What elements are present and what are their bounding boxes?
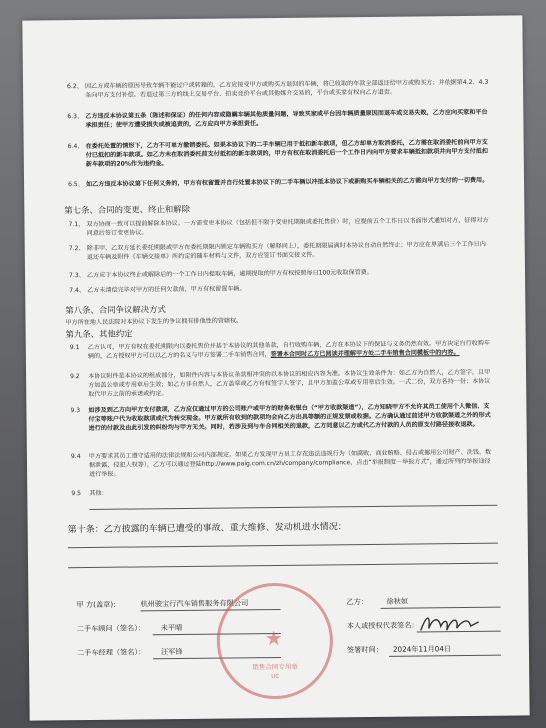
clause-number: 9.1 — [69, 344, 80, 352]
clause-number: 6.4、 — [67, 143, 84, 151]
clause-number: 6.3、 — [67, 113, 84, 121]
clause-text: 如涉及到乙方向甲方支付款项，乙方应仅通过甲方的公司账户或甲方的财务收银台（“甲方收款渠道”），乙方知晓甲方不允许其员工使用个人微信、支付宝等账户代为收取款项或代为转交现金。甲方就所有收到的款项均会向乙方出具等额的正规发票或收据。乙方确认通过前述甲方收款渠道之外的形式进行的付款及由此引发的纠纷均与甲方无关。同时，若涉及到与车合同相关的退款，乙方同意以乙方或代乙方付款的人员的原支付路径接收退款。 — [88, 402, 491, 433]
blank-line — [68, 543, 498, 549]
seal-id: UC — [271, 673, 280, 681]
party-a-name: 杭州骏宝行汽车销售服务有限公司 — [140, 598, 249, 609]
star-icon: ★ — [264, 625, 283, 651]
party-b-name: 徐秋姮 — [386, 596, 409, 606]
clause-6-3 — [23, 107, 523, 130]
clause-9-5 — [27, 484, 527, 498]
company-seal — [216, 582, 333, 699]
clause-body: 乙方认可，甲方有权在委托期限内以委托售价并基于本协议的其他条款，自行收购车辆，乙方在本协议下的保证与义务仍然有效。甲方决定自行收购车辆的，乙方授权甲方可以以乙方的名义与甲方签署二手车销售合同， — [87, 339, 490, 361]
clause-number: 9.4 — [70, 453, 81, 461]
signer-label: 本人或授权代表签名： — [346, 620, 419, 631]
signing-date: 2024年11月04日 — [392, 644, 452, 654]
clause-6-2 — [23, 77, 523, 100]
clause-number: 9.3 — [70, 407, 81, 415]
section-7-heading: 第七条、合同的变更、终止和解除 — [64, 203, 191, 216]
clause-6-5 — [24, 175, 524, 189]
date-label: 签署时间： — [346, 644, 383, 655]
party-a-label: 甲 方(盖章): — [76, 599, 116, 610]
clause-label: 其他： — [89, 489, 108, 497]
section-9-heading: 第九条、其他约定 — [65, 328, 133, 340]
clause-9-3 — [26, 401, 526, 433]
clause-number: 7.2、 — [68, 244, 85, 253]
party-b-label: 乙方： — [346, 597, 369, 607]
contract-page — [22, 15, 529, 720]
clause-text: 双方协商一致可以提前解除本协议。一方需变更本协议（包括但不限于变更托期限或委托售价）时，应提前五个工作日以书面形式通知对方，征得对方同意后签订变更协议。 — [86, 216, 489, 238]
manager-name: 汪军锋 — [160, 646, 183, 657]
clause-6-4 — [24, 137, 524, 169]
sign-line — [381, 607, 501, 609]
clause-text: 甲方要求其员工遵守适用的法律法规和公司内部规定。如果乙方发现甲方员工存在违法违规行为（如腐败、商业贿赂、侵占或挪用公司财产、洗钱、数据泄露、侵犯人权等），乙方可以通过登陆http://www.paig.com.cn/zh/company/compliance，点击“举报制度－举报方式”，通过所列的举报途径进行举报。 — [88, 448, 492, 479]
blank-line — [68, 563, 498, 569]
clause-text: 乙方应于本协议终止或解除后的一个工作日内提取车辆，逾期提取的甲方有权按照每日100元收取保管费。 — [86, 268, 373, 279]
clause-text: 乙方违反本协议第五条（陈述和保证）的任何内容或隐瞒车辆其他质量问题，导致买家或平台因车辆质量原因而退车或交易失败，乙方应向买家和平台承担责任；使甲方遭受损失或被追责的，乙方应向甲方承担责任。 — [85, 108, 488, 130]
clause-number: 9.5 — [71, 490, 82, 498]
clause-number: 7.4、 — [69, 286, 86, 295]
clause-text: 乙方未清偿完毕对甲方的任何欠款前，甲方有权留置车辆。 — [87, 285, 246, 294]
clause-9-4 — [27, 447, 527, 479]
clause-number: 7.1、 — [68, 220, 85, 229]
clause-7-3 — [25, 266, 525, 280]
sign-line — [389, 655, 501, 657]
handwritten-signature — [417, 612, 487, 637]
clause-number: 6.2、 — [67, 83, 83, 91]
manager-label: 二手车经理（签名）： — [76, 647, 146, 658]
consultant-label: 二手车顾问（签名）： — [76, 623, 146, 634]
clause-text: 除非甲、乙双方延长委托期限或甲方在委托期限内锁定车辆购买方（解释同上），委托期限届满时本协议自动自然终止；甲方应在界满后三个工作日内返还车辆及附件《车辆交接单》所约定的随车材料与文件，双方应签订书面交接文件。 — [86, 240, 486, 262]
clause-text: 如乙方违反本协议第下任何义务的，甲方有权留置并自行处置本协议下的二手车辆以冲抵本协议下或新购买车辆相关的乙方需向甲方支付的一切费用。 — [86, 176, 489, 188]
clause-number: 7.3、 — [68, 271, 85, 280]
clause-text: 在委托处置的情形下，乙方不可单方撤销委托。如果本协议下的二手车辆已用于抵扣新车款项，但乙方却单方取消委托，乙方需在取消委托前向甲方支付已抵扣的新车款项。如乙方未在取消委托前支付抵扣的新车款项的，甲方有权在取消委托后一个工作日内向甲方要求车辆抵扣款项并向甲方支付抵扣新车款项的20%作为违约金。 — [85, 138, 488, 169]
seal-text: 销售合同专用章 — [252, 662, 298, 672]
clause-7-1 — [24, 215, 524, 238]
clause-7-4 — [25, 281, 525, 295]
section-10-heading: 第十条：乙方披露的车辆已遭受的事故、重大维修、发动机进水情况： — [67, 522, 347, 536]
consultant-name: 未平晴 — [160, 622, 183, 633]
clause-number: 6.5、 — [68, 181, 84, 189]
underlined-clause: 签署本合同时乙方已阅读并理解甲方处二手车销售合同模板中的内容。 — [270, 349, 460, 359]
clause-9-2 — [26, 367, 526, 399]
clause-number: 9.2 — [70, 373, 80, 381]
clause-text: 甲方所在地人民法院对本协议下发生的争议拥有排他性的管辖权。 — [65, 317, 243, 327]
clause-text — [88, 339, 492, 362]
clause-text: 本协议附件是本协议的组成部分，如附件内容与本协议条款相冲突的以本协议的相应内容为准。本协议生效条件为：如乙方为自然人，乙方签字，且甲方加盖公章或专用章后生效；如乙方非自然人，乙方盖章或乙方有权签字人签字，且甲方加盖公章或专用章后生效。一式二份，双方各持一份；本协议取代甲方之前的承诺或约定。 — [88, 368, 491, 399]
clause-text: 因乙方或车辆的原因导致车辆不能过户或转籍的，乙方应接受甲方或购买方退回的车辆，将已收取的车款全部返还给甲方或购买方；并依据第4.2、4.3条向甲方支付补偿。若退过第三方的线上交易平台、拍卖竞价平台或其他媒介交易的，平台或买家有权向乙方追责。 — [85, 78, 489, 100]
clause-7-2 — [25, 239, 525, 262]
divider — [89, 505, 497, 510]
section-8-heading: 第八条、合同争议解决方式 — [65, 304, 166, 316]
